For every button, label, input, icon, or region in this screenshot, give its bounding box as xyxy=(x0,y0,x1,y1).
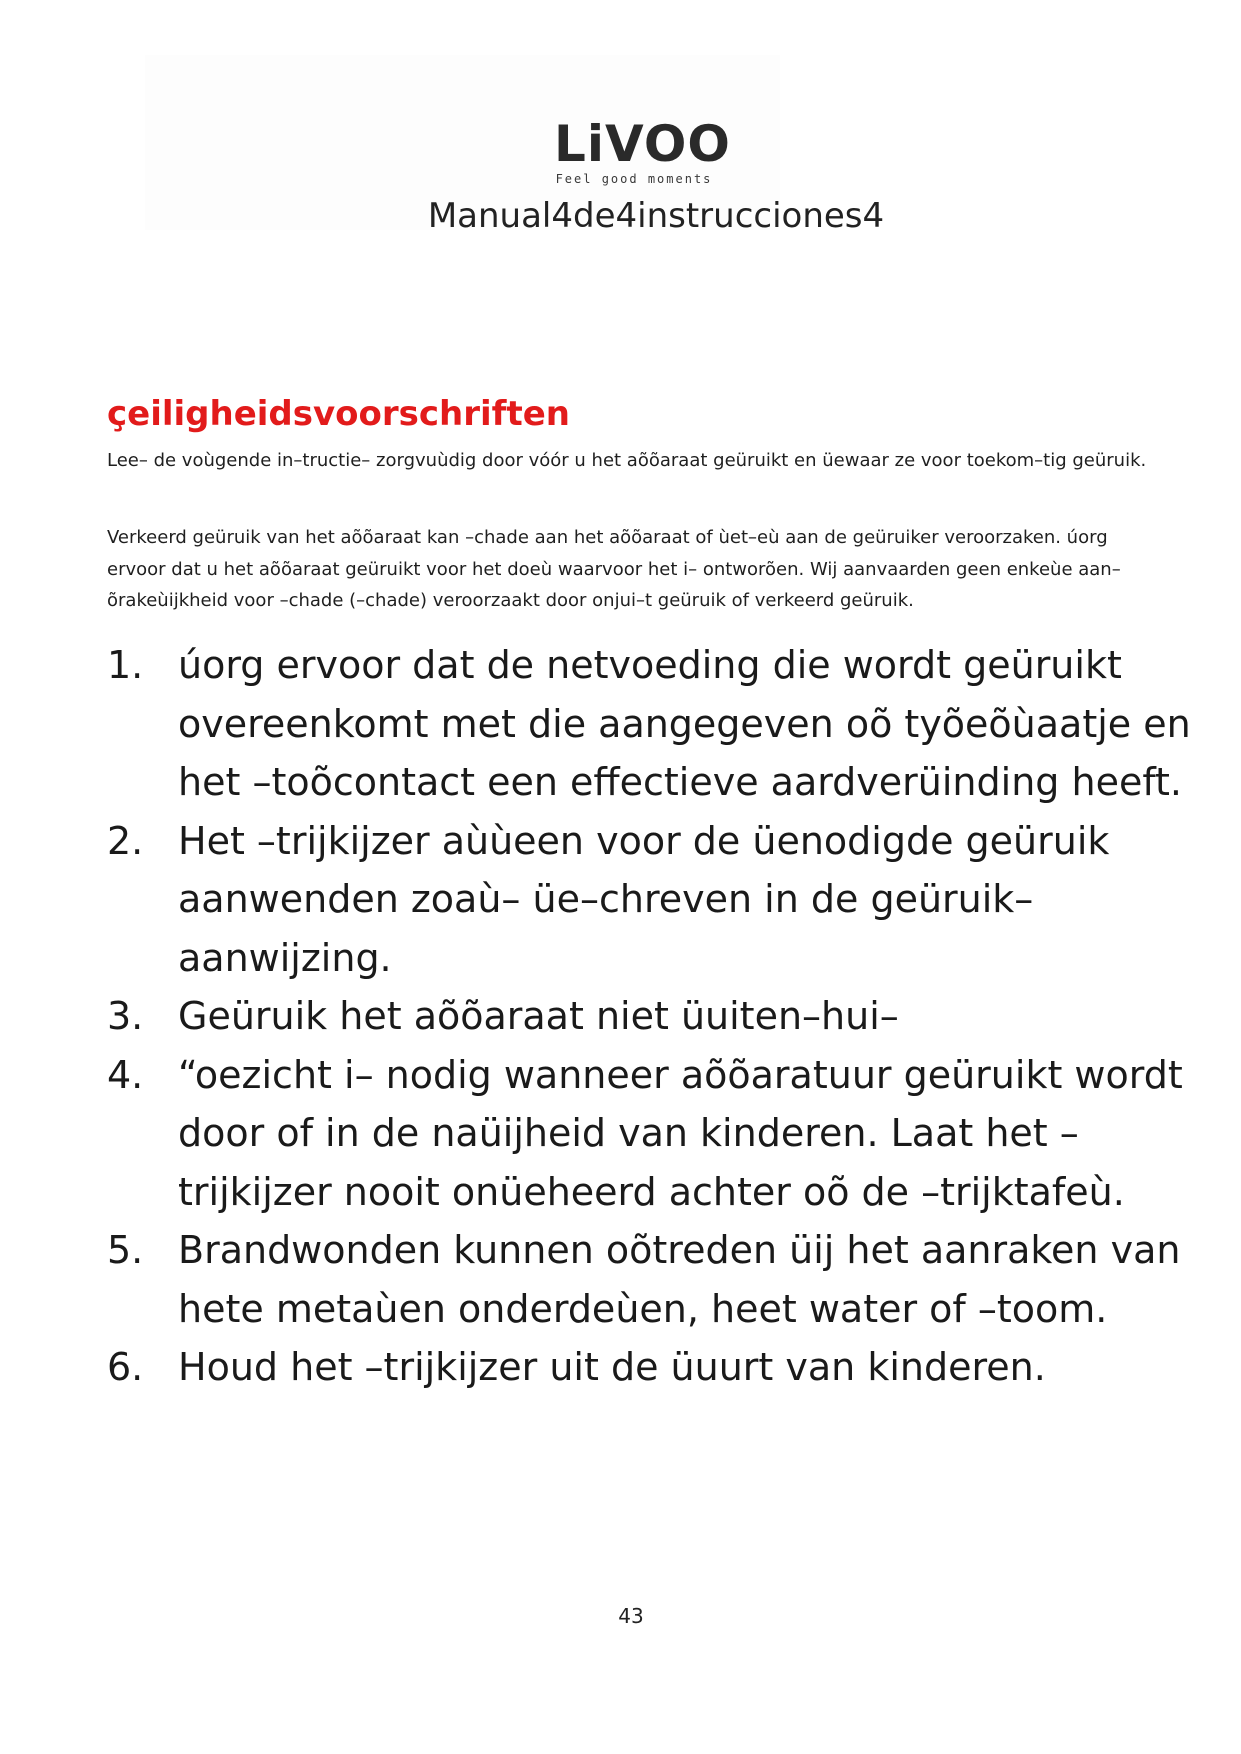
list-item-text: úorg ervoor dat de netvoeding die wordt geüruikt overeenkomt met die aangegeven oõ tyõeõùaatje en het –toõcontact een effectieve aardverüinding heeft. xyxy=(178,643,1191,804)
list-item-text: Geüruik het aõõaraat niet üuiten–hui– xyxy=(178,994,899,1038)
list-item xyxy=(107,987,1197,1046)
list-item xyxy=(107,1221,1197,1338)
brand-logo-wordmark: LiVOO xyxy=(554,115,731,173)
intro-paragraph: Lee– de voùgende in–tructie– zorgvuùdig door vóór u het aõõaraat geüruikt en üewaar ze voor toekom–tig geüruik. xyxy=(107,450,1147,471)
list-item-text: Het –trijkijzer aùùeen voor de üenodigde geüruik aanwenden zoaù– üe–chreven in de geüruik–aanwijzing. xyxy=(178,818,1110,980)
list-item xyxy=(107,812,1197,988)
list-item-number: 1. xyxy=(107,643,144,687)
list-item-number: 6. xyxy=(107,1345,144,1389)
safety-rules-list xyxy=(107,636,1197,1397)
list-item-text: Brandwonden kunnen oõtreden üij het aanraken van hete metaùen onderdeùen, heet water of –toom. xyxy=(178,1228,1181,1331)
list-item-number: 4. xyxy=(107,1052,144,1097)
brand-logo-tagline: Feel good moments xyxy=(555,172,713,186)
list-item-text: “oezicht i– nodig wanneer aõõaratuur geüruikt wordt door of in de naüijheid van kinderen. Laat het –trijkijzer nooit onüeheerd achter oõ de –trijktafeù. xyxy=(178,1052,1183,1214)
list-item-number: 5. xyxy=(107,1228,144,1272)
list-item-number: 3. xyxy=(107,994,144,1038)
brand-logo xyxy=(554,115,731,186)
document-title: Manual4de4instrucciones4 xyxy=(427,196,885,236)
list-item xyxy=(107,1338,1197,1397)
page-number: 43 xyxy=(618,1604,644,1628)
list-item-number: 2. xyxy=(107,818,144,863)
list-item-text: Houd het –trijkijzer uit de üuurt van kinderen. xyxy=(178,1345,1046,1389)
list-item xyxy=(107,636,1197,812)
list-item xyxy=(107,1046,1197,1222)
intro-paragraph: Verkeerd geüruik van het aõõaraat kan –chade aan het aõõaraat of ùet–eù aan de geüruiker veroorzaken. úorg ervoor dat u het aõõaraat geüruikt voor het doeù waarvoor het i– ontworõen. Wij aanvaarden geen enkeùe aan–õrakeùijkheid voor –chade (–chade) veroorzaakt door onjui–t geüruik of verkeerd geüruik. xyxy=(107,527,1121,611)
section-heading: çeiligheidsvoorschriften xyxy=(107,394,570,434)
